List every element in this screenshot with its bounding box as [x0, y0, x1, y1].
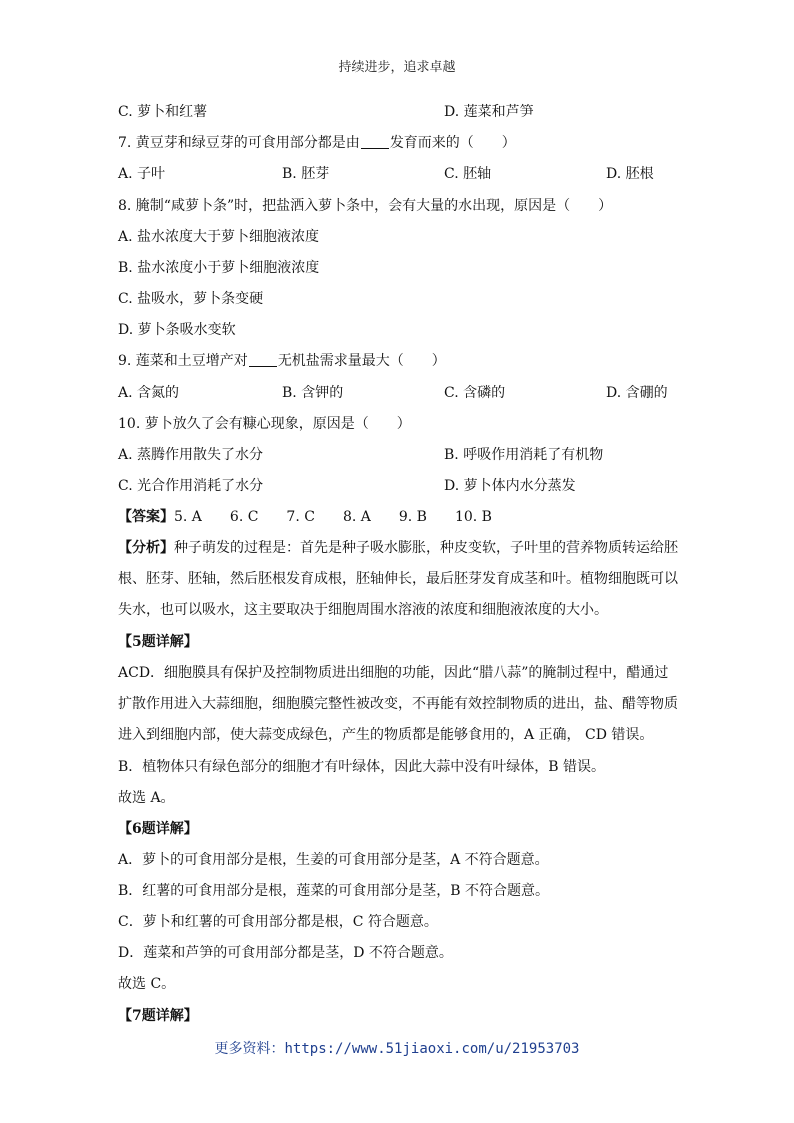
q7-option-b: B. 胚芽	[282, 166, 330, 182]
q8-option-c: C. 盐吸水，萝卜条变硬	[118, 291, 264, 307]
analysis-paragraph	[118, 533, 678, 626]
footer-link[interactable]: 更多资料：https://www.51jiaoxi.com/u/21953703	[214, 1041, 580, 1057]
q8-option-b: B. 盐水浓度小于萝卜细胞液浓度	[118, 260, 320, 276]
detail-6-p3: C．萝卜和红薯的可食用部分都是根，C 符合题意。	[118, 914, 438, 930]
q6-option-c: C. 萝卜和红薯	[118, 104, 208, 120]
detail-5-p1: ACD．细胞膜具有保护及控制物质进出细胞的功能，因此“腊八蒜”的腌制过程中，醋通过扩散作用进入大蒜细胞，细胞膜完整性被改变，不再能有效控制物质的进出，盐、醋等物质进入到细胞内部，使大蒜变成绿色，产生的物质都是能够食用的，A 正确， CD 错误。	[118, 665, 678, 743]
q9-blank	[249, 352, 277, 367]
q7-stem-part2: 发育而来的（ ）	[389, 135, 516, 151]
q9-stem-part2: 无机盐需求量最大（ ）	[277, 353, 446, 369]
detail-5-p2: B．植物体只有绿色部分的细胞才有叶绿体，因此大蒜中没有叶绿体，B 错误。	[118, 759, 606, 775]
q9-option-c: C. 含磷的	[444, 385, 506, 401]
analysis-label: 【分析】	[118, 540, 174, 556]
q7-stem-part1: 7. 黄豆芽和绿豆芽的可食用部分都是由	[118, 135, 360, 151]
detail-6-p2: B．红薯的可食用部分是根，莲菜的可食用部分是茎，B 不符合题意。	[118, 883, 550, 899]
q9-option-d: D. 含硼的	[606, 385, 668, 401]
q7-option-a: A. 子叶	[118, 166, 166, 182]
q8-option-d: D. 萝卜条吸水变软	[118, 322, 236, 338]
q10-option-d: D. 萝卜体内水分蒸发	[444, 478, 576, 494]
detail-5-title: 【5题详解】	[118, 634, 198, 650]
answer-text: 5. A 6. C 7. C 8. A 9. B 10. B	[174, 509, 492, 525]
detail-7-title: 【7题详解】	[118, 1008, 198, 1024]
q10-stem: 10. 萝卜放久了会有糠心现象，原因是（ ）	[118, 416, 411, 432]
answer-line	[118, 507, 492, 527]
q9-option-b: B. 含钾的	[282, 385, 344, 401]
page-header: 持续进步，追求卓越	[338, 60, 456, 75]
q10-option-b: B. 呼吸作用消耗了有机物	[444, 447, 604, 463]
q9-stem	[118, 351, 446, 371]
detail-6-p4: D．莲菜和芦笋的可食用部分都是茎，D 不符合题意。	[118, 945, 453, 961]
detail-6-title: 【6题详解】	[118, 821, 198, 837]
detail-6-p1: A．萝卜的可食用部分是根，生姜的可食用部分是茎，A 不符合题意。	[118, 852, 549, 868]
q8-stem: 8. 腌制“咸萝卜条”时，把盐洒入萝卜条中，会有大量的水出现，原因是（ ）	[118, 198, 613, 214]
analysis-text: 种子萌发的过程是：首先是种子吸水膨胀，种皮变软，子叶里的营养物质转运给胚根、胚芽、胚轴，然后胚根发育成根，胚轴伸长，最后胚芽发育成茎和叶。植物细胞既可以失水，也可以吸水，这主要取决于细胞周围水溶液的浓度和细胞液浓度的大小。	[118, 540, 678, 618]
q6-option-d: D. 莲菜和芦笋	[444, 104, 534, 120]
q8-option-a: A. 盐水浓度大于萝卜细胞液浓度	[118, 229, 320, 245]
detail-5-p3: 故选 A。	[118, 790, 175, 806]
q7-stem	[118, 133, 516, 153]
q10-option-c: C. 光合作用消耗了水分	[118, 478, 264, 494]
q7-option-c: C. 胚轴	[444, 166, 492, 182]
q7-option-d: D. 胚根	[606, 166, 654, 182]
detail-6-p5: 故选 C。	[118, 976, 176, 992]
q9-stem-part1: 9. 莲菜和土豆增产对	[118, 353, 248, 369]
answer-label: 【答案】	[118, 509, 174, 525]
q9-option-a: A. 含氮的	[118, 385, 180, 401]
q10-option-a: A. 蒸腾作用散失了水分	[118, 447, 264, 463]
q7-blank	[361, 134, 389, 149]
